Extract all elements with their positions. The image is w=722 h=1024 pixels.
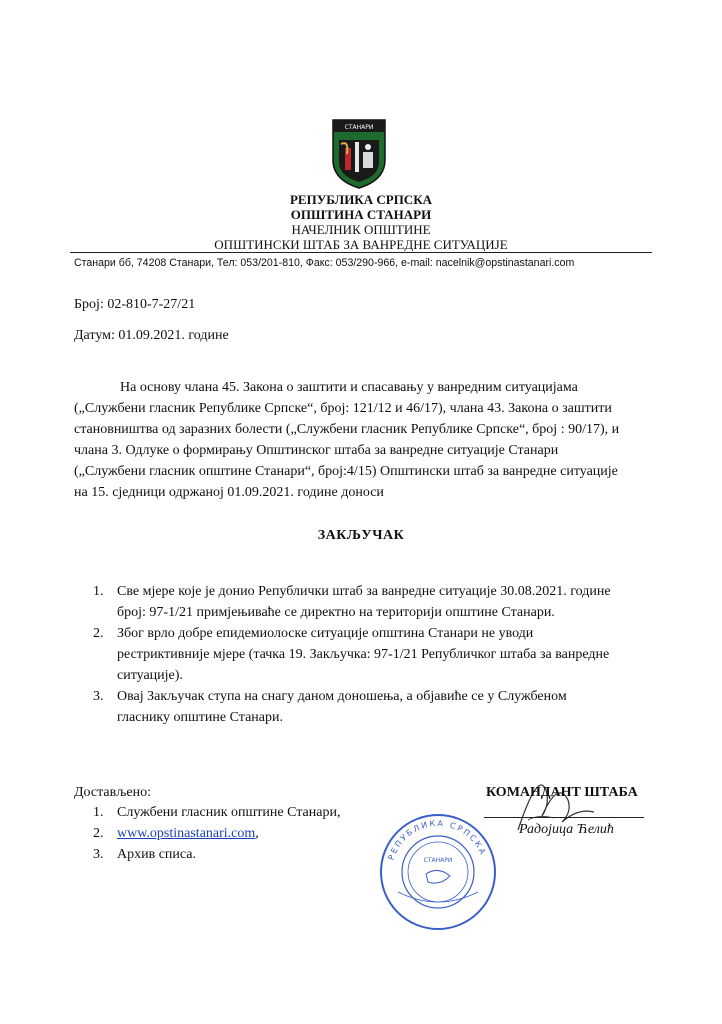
delivered-number: 1. [93, 805, 104, 820]
coat-of-arms-logo [331, 118, 387, 190]
item-text-line: Због врло добре епидемиолоске ситуације општина Станари не уводи [117, 626, 534, 641]
header-staff: ОПШТИНСКИ ШТАБ ЗА ВАНРЕДНЕ СИТУАЦИЈЕ [214, 237, 508, 252]
document-date: Датум: 01.09.2021. године [74, 328, 229, 343]
delivered-item: Архив списа. [117, 847, 197, 862]
item-text-line: број: 97-1/21 примјењиваће се директно на територији општине Станари. [117, 605, 555, 620]
preamble-line: становништва од заразних болести („Службени гласник Републике Српске“, број : 90/17), и [74, 422, 620, 437]
header-mayor: НАЧЕЛНИК ОПШТИНЕ [291, 222, 431, 237]
delivered-number: 2. [93, 826, 104, 841]
stamp-outer-text: РЕПУБЛИКА СРПСКА [386, 818, 488, 862]
preamble-line: („Службени гласник Републике Српске“, број: 121/12 и 46/17), члана 43. Закона о заштити [74, 401, 612, 416]
item-text-line: Овај Закључак ступа на снагу даном доношења, а објавиће се у Службеном [117, 689, 567, 704]
delivered-suffix: , [255, 826, 259, 841]
svg-text:РЕПУБЛИКА СРПСКА [387, 819, 488, 861]
delivered-item: Службени гласник општине Станари, [117, 805, 341, 820]
signatory-name: Радојица Ћелић [519, 822, 614, 837]
preamble-line: члана 3. Одлуке о формирању Општинског штаба за ванредне ситуације Станари [74, 443, 559, 458]
item-number: 1. [93, 584, 104, 599]
delivered-number: 3. [93, 847, 104, 862]
delivered-item [117, 826, 259, 842]
preamble-line: („Службени гласник општине Станари“, број:4/15) Општински штаб за ванредне ситуације [74, 464, 618, 479]
contact-line: Станари бб, 74208 Станари, Тел: 053/201-810, Факс: 053/290-966, e-mail: nacelnik@opstinastanari.com [74, 257, 575, 269]
crest-label: СТАНАРИ [344, 124, 374, 131]
document-number: Број: 02-810-7-27/21 [74, 297, 196, 312]
item-number: 3. [93, 689, 104, 704]
website-link[interactable]: www.opstinastanari.com [117, 826, 256, 841]
delivered-label: Достављено: [74, 785, 151, 800]
header-republic: РЕПУБЛИКА СРПСКА [289, 192, 433, 207]
header-divider [70, 252, 652, 253]
preamble-line: на 15. сједници одржаној 01.09.2021. године доноси [74, 485, 384, 500]
document-title: ЗАКЉУЧАК [317, 528, 405, 543]
signature-line [484, 817, 644, 818]
item-number: 2. [93, 626, 104, 641]
preamble-line: На основу члана 45. Закона о заштити и спасавању у ванредним ситуацијама [120, 380, 578, 395]
header-municipality: ОПШТИНА СТАНАРИ [290, 207, 432, 222]
official-stamp [378, 812, 498, 932]
stamp-inner-text: СТАНАРИ [423, 857, 453, 864]
commander-title: КОМАНДАНТ ШТАБА [486, 785, 638, 800]
item-text-line: рестриктивније мјере (тачка 19. Закључка: 97-1/21 Републичког штаба за ванредне [117, 647, 610, 662]
item-text-line: ситуације). [117, 668, 183, 683]
item-text-line: гласнику општине Станари. [117, 710, 283, 725]
item-text-line: Све мјере које је донио Републички штаб за ванредне ситуације 30.08.2021. године [117, 584, 611, 599]
